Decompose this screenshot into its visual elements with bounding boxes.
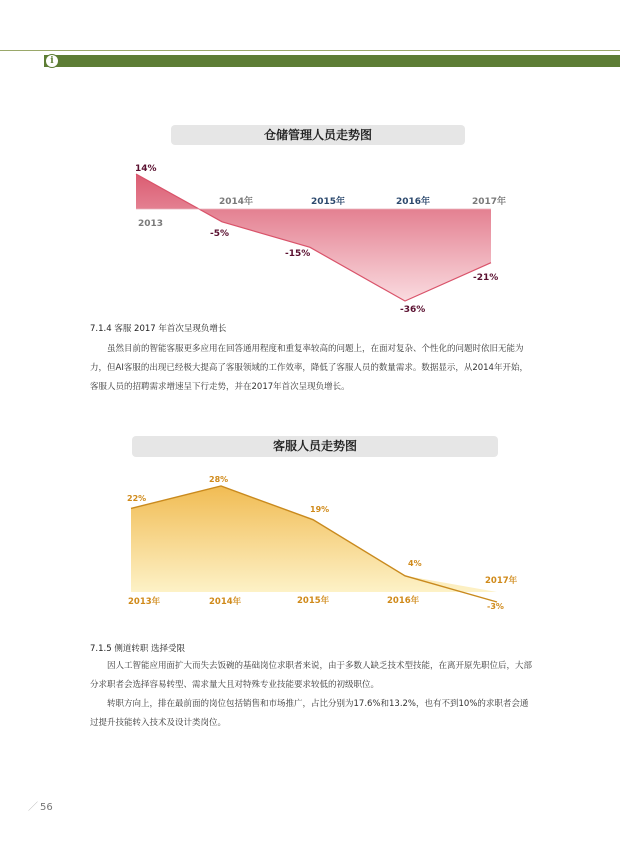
chart2-value-label: -3% (487, 602, 504, 611)
section-heading-7-1-4: 7.1.4 客服 2017 年首次呈现负增长 (90, 324, 227, 334)
chart2-value-label: 4% (408, 559, 422, 568)
chart1-value-label: -15% (285, 249, 311, 259)
chart1-value-label: -21% (473, 273, 499, 283)
chart1-category-label: 2013 (138, 219, 164, 229)
chart2-category-label: 2014年 (209, 597, 242, 607)
chart2-value-label: 22% (127, 494, 147, 503)
chart1-title: 仓储管理人员走势图 (171, 125, 465, 145)
section-heading-7-1-5: 7.1.5 侧道转职 选择受限 (90, 644, 186, 654)
chart2-value-label: 19% (310, 505, 330, 514)
chart2-category-label: 2013年 (128, 597, 161, 607)
chart1-category-label: 2017年 (472, 197, 507, 207)
chart2-category-label: 2017年 (485, 576, 518, 586)
page-number: ／ 56 (28, 802, 53, 813)
chart1-value-label: -5% (210, 229, 230, 239)
section-paragraph-7-1-4: 虽然目前的智能客服更多应用在回答通用程度和重复率较高的问题上，在面对复杂、个性化的问题时依旧无能为力，但AI客服的出现已经极大提高了客服领域的工作效率，降低了客服人员的数量需求。数据显示，从2014年开始，客服人员的招聘需求增速呈下行走势，并在2017年首次呈现负增长。 (90, 344, 528, 392)
chart2-category-label: 2015年 (297, 596, 330, 606)
chart2-category-label: 2016年 (387, 596, 420, 606)
section-paragraph-7-1-5-a: 因人工智能应用面扩大而失去饭碗的基础岗位求职者来说，由于多数人缺乏技术型技能，在离开原先职位后，大部分求职者会选择容易转型、需求量大且对特殊专业技能要求较低的初级职位。 (90, 661, 533, 690)
chart1-category-label: 2015年 (311, 197, 346, 207)
chart1-category-label: 2014年 (219, 197, 254, 207)
chart2-area (131, 486, 497, 592)
info-icon: i (46, 55, 58, 67)
chart2-value-label: 28% (209, 475, 229, 484)
page-number-text: 56 (40, 802, 53, 813)
chart1-value-label: -36% (400, 305, 426, 315)
chart2-title: 客服人员走势图 (132, 436, 498, 457)
section-paragraph-7-1-5-b: 转职方向上，排在最前面的岗位包括销售和市场推广，占比分别为17.6%和13.2%，也有不到10%的求职者会通过提升技能转入技术及设计类岗位。 (90, 699, 529, 728)
chart1-value-label: 14% (135, 164, 157, 174)
chart1-category-label: 2016年 (396, 197, 431, 207)
